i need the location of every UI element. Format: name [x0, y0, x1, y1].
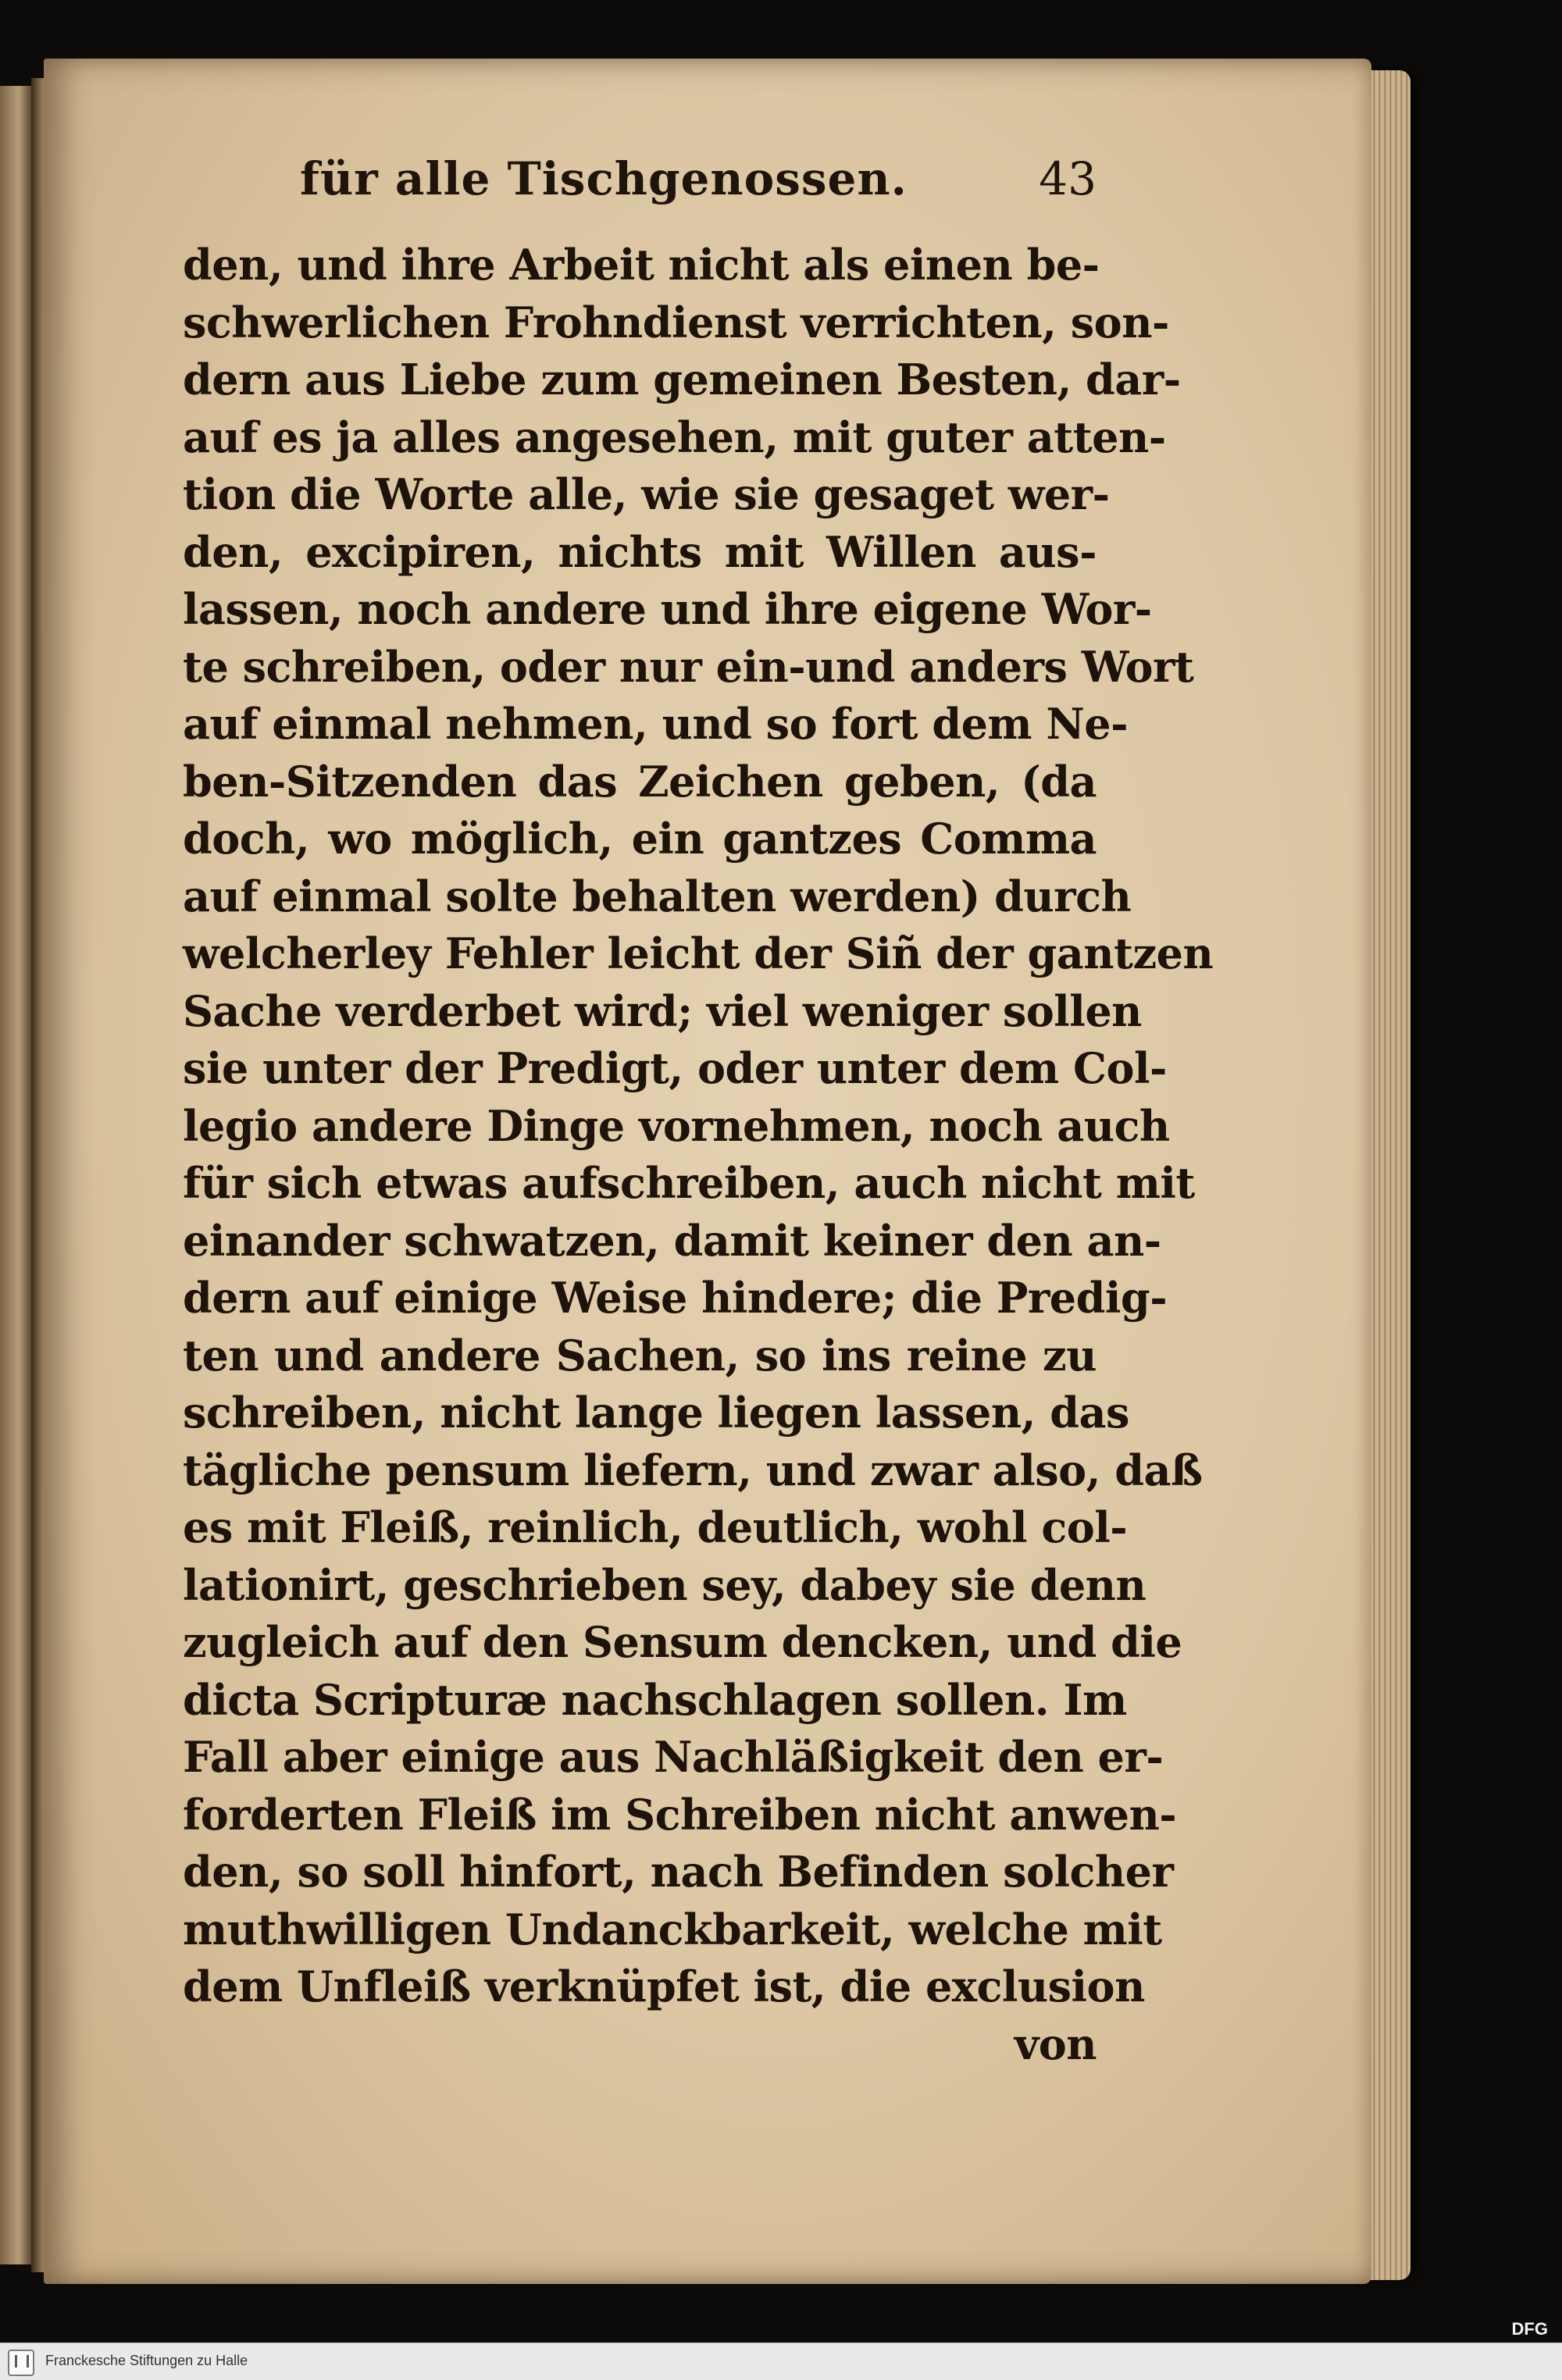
text-line: dem Unfleiß verknüpfet ist, die exclusion — [183, 1961, 1145, 2011]
text-line: doch, wo möglich, ein gantzes Comma — [183, 814, 1097, 864]
institution-logo-icon — [8, 2350, 34, 2376]
text-line: dern auf einige Weise hindere; die Predig- — [183, 1273, 1168, 1323]
text-line: für sich etwas aufschreiben, auch nicht mit — [183, 1158, 1195, 1208]
text-line: lassen, noch andere und ihre eigene Wor- — [183, 584, 1152, 634]
text-line: lationirt, geschrieben sey, dabey sie denn — [183, 1559, 1147, 1610]
text-line: schreiben, nicht lange liegen lassen, das — [183, 1388, 1129, 1438]
text-line: tägliche pensum liefern, und zwar also, daß — [183, 1445, 1203, 1495]
viewer-footer — [0, 2343, 1562, 2380]
text-line: welcherley Fehler leicht der Siñ der gantzen — [183, 928, 1214, 978]
text-line: te schreiben, oder nur ein-und anders Wort — [183, 641, 1194, 692]
text-line: forderten Fleiß im Schreiben nicht anwen- — [183, 1789, 1177, 1840]
text-line: auf einmal nehmen, und so fort dem Ne- — [183, 699, 1129, 749]
text-line: muthwilligen Undanckbarkeit, welche mit — [183, 1904, 1162, 1954]
text-line: ten und andere Sachen, so ins reine zu — [183, 1330, 1097, 1381]
book-gutter — [31, 78, 44, 2272]
text-line: sie unter der Predigt, oder unter dem Col- — [183, 1043, 1167, 1093]
text-line: den, und ihre Arbeit nicht als einen be- — [183, 240, 1100, 290]
catchword: von — [1014, 2018, 1097, 2069]
text-line: den, so soll hinfort, nach Befinden solcher — [183, 1847, 1174, 1897]
text-line: zugleich auf den Sensum dencken, und die — [183, 1617, 1182, 1667]
text-line: Fall aber einige aus Nachläßigkeit den er- — [183, 1732, 1164, 1782]
text-line: es mit Fleiß, reinlich, deutlich, wohl col- — [183, 1502, 1128, 1552]
text-line: auf einmal solte behalten werden) durch — [183, 871, 1132, 921]
running-head — [300, 152, 1097, 223]
facing-page-edge — [0, 86, 31, 2264]
text-line: den, excipiren, nichts mit Willen aus- — [183, 526, 1097, 577]
dfg-watermark: DFG — [1511, 2319, 1548, 2339]
text-line: auf es ja alles angesehen, mit guter atten- — [183, 412, 1166, 462]
text-line: dicta Scripturæ nachschlagen sollen. Im — [183, 1674, 1127, 1725]
text-line: ben-Sitzenden das Zeichen geben, (da — [183, 756, 1097, 807]
text-line: tion die Worte alle, wie sie gesaget wer- — [183, 469, 1110, 519]
book-page — [44, 59, 1371, 2284]
running-head-title: für alle Tischgenossen. — [300, 152, 908, 205]
text-line: dern aus Liebe zum gemeinen Besten, dar- — [183, 355, 1181, 404]
text-line: schwerlichen Frohndienst verrichten, son- — [183, 297, 1169, 347]
institution-name: Franckesche Stiftungen zu Halle — [45, 2353, 248, 2368]
text-line: Sache verderbet wird; viel weniger sollen — [183, 985, 1142, 1036]
body-text — [183, 237, 1214, 2073]
page-number: 43 — [1039, 152, 1097, 205]
text-line: legio andere Dinge vornehmen, noch auch — [183, 1100, 1170, 1151]
text-line: einander schwatzen, damit keiner den an- — [183, 1215, 1161, 1266]
